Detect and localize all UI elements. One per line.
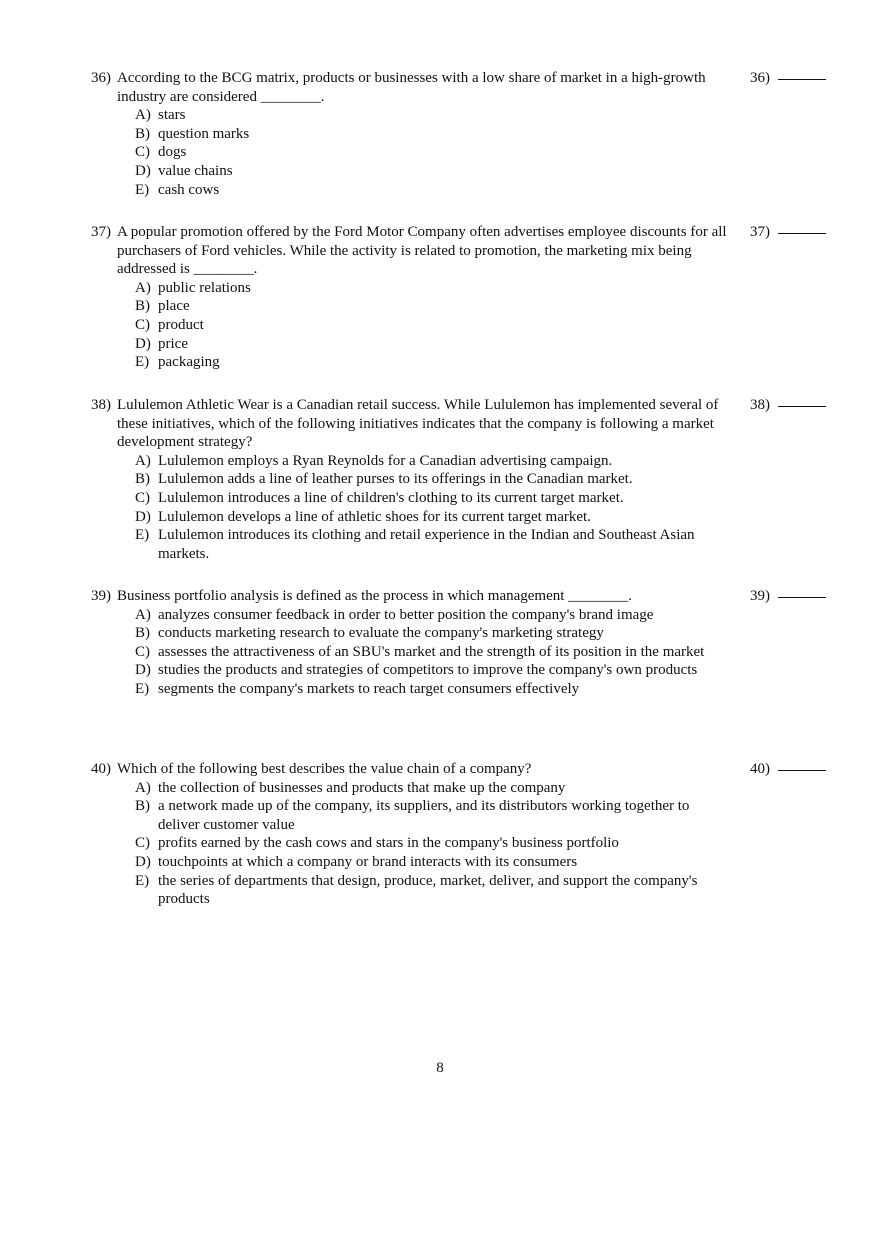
option-text: assesses the attractiveness of an SBU's market and the strength of its position in the market — [158, 643, 705, 660]
option-text: price — [158, 335, 188, 352]
page-number: 8 — [436, 1060, 444, 1076]
option-text: public relations — [158, 279, 251, 296]
option-a[interactable] — [91, 279, 732, 298]
option-text: conducts marketing research to evaluate the company's marketing strategy — [158, 625, 604, 642]
question-text: Which of the following best describes the value chain of a company? — [117, 761, 532, 777]
option-text: stars — [158, 107, 186, 124]
option-c[interactable] — [91, 316, 732, 335]
option-letter: D) — [135, 335, 151, 352]
question-number: 36) — [91, 70, 111, 86]
option-text: Lululemon adds a line of leather purses to its offerings in the Canadian market. — [158, 471, 633, 488]
answer-line — [778, 585, 826, 598]
question-number: 40) — [91, 761, 111, 777]
option-letter: D) — [135, 508, 151, 525]
option-e[interactable] — [91, 526, 732, 563]
option-e[interactable] — [91, 181, 732, 200]
option-letter: C) — [135, 643, 150, 660]
question-39 — [91, 587, 836, 699]
question-text: A popular promotion offered by the Ford Motor Company often advertises employee discounts for all purchasers of Ford vehicles. While the activity is related to promotion, the marketing mix being addressed is ________. — [117, 224, 727, 278]
answer-label: 40) — [750, 761, 770, 777]
option-list — [91, 106, 836, 199]
answer-label: 39) — [750, 588, 770, 604]
option-list — [91, 606, 836, 699]
option-letter: A) — [135, 107, 151, 124]
question-text: Business portfolio analysis is defined as the process in which management ________. — [117, 588, 632, 604]
option-letter: C) — [135, 144, 150, 161]
answer-blank[interactable] — [750, 69, 826, 88]
option-text: segments the company's markets to reach target consumers effectively — [158, 680, 580, 697]
option-d[interactable] — [91, 335, 732, 354]
option-d[interactable] — [91, 162, 732, 181]
answer-line — [778, 221, 826, 234]
option-c[interactable] — [91, 643, 732, 662]
option-text: place — [158, 298, 190, 315]
option-b[interactable] — [91, 470, 732, 489]
option-c[interactable] — [91, 489, 732, 508]
question-37 — [91, 223, 836, 372]
option-list — [91, 452, 836, 564]
option-letter: E) — [135, 527, 150, 544]
option-c[interactable] — [91, 143, 732, 162]
option-a[interactable] — [91, 452, 732, 471]
option-letter: D) — [135, 662, 151, 679]
option-letter: B) — [135, 471, 150, 488]
option-text: Lululemon employs a Ryan Reynolds for a Canadian advertising campaign. — [158, 452, 613, 469]
option-b[interactable] — [91, 125, 732, 144]
question-stem — [91, 587, 836, 606]
option-d[interactable] — [91, 661, 732, 680]
option-list — [91, 779, 836, 909]
option-letter: E) — [135, 872, 150, 889]
option-d[interactable] — [91, 508, 732, 527]
option-b[interactable] — [91, 797, 732, 834]
option-letter: A) — [135, 452, 151, 469]
option-text: touchpoints at which a company or brand interacts with its consumers — [158, 853, 578, 870]
answer-blank[interactable] — [750, 223, 826, 242]
option-text: Lululemon introduces its clothing and retail experience in the Indian and Southeast Asian markets. — [158, 527, 695, 562]
option-letter: D) — [135, 162, 151, 179]
option-letter: E) — [135, 680, 150, 697]
option-letter: A) — [135, 279, 151, 296]
option-c[interactable] — [91, 834, 732, 853]
question-40 — [91, 760, 836, 909]
answer-label: 38) — [750, 397, 770, 413]
option-letter: C) — [135, 316, 150, 333]
option-text: dogs — [158, 144, 187, 161]
option-text: analyzes consumer feedback in order to better position the company's brand image — [158, 606, 654, 623]
option-text: question marks — [158, 125, 250, 142]
question-38 — [91, 396, 836, 563]
option-e[interactable] — [91, 872, 732, 909]
question-number: 37) — [91, 224, 111, 240]
option-text: packaging — [158, 354, 220, 371]
option-letter: C) — [135, 835, 150, 852]
answer-label: 36) — [750, 70, 770, 86]
option-text: Lululemon develops a line of athletic shoes for its current target market. — [158, 508, 591, 525]
option-text: the collection of businesses and products that make up the company — [158, 779, 566, 796]
answer-line — [778, 758, 826, 771]
option-letter: B) — [135, 298, 150, 315]
answer-blank[interactable] — [750, 587, 826, 606]
option-letter: D) — [135, 853, 151, 870]
option-text: the series of departments that design, produce, market, deliver, and support the company's products — [158, 872, 698, 908]
option-e[interactable] — [91, 353, 732, 372]
answer-label: 37) — [750, 224, 770, 240]
answer-line — [778, 394, 826, 407]
option-text: Lululemon introduces a line of children's clothing to its current target market. — [158, 489, 624, 506]
option-a[interactable] — [91, 606, 732, 625]
answer-line — [778, 67, 826, 80]
option-b[interactable] — [91, 624, 732, 643]
option-list — [91, 279, 836, 372]
question-number: 39) — [91, 588, 111, 604]
option-letter: A) — [135, 606, 151, 623]
option-text: studies the products and strategies of competitors to improve the company's own products — [158, 662, 698, 679]
option-text: profits earned by the cash cows and stars in the company's business portfolio — [158, 835, 619, 852]
question-36 — [91, 69, 836, 199]
option-b[interactable] — [91, 297, 732, 316]
option-text: product — [158, 316, 204, 333]
option-letter: C) — [135, 489, 150, 506]
option-a[interactable] — [91, 779, 732, 798]
option-letter: B) — [135, 798, 150, 815]
question-stem — [91, 760, 836, 779]
option-letter: E) — [135, 181, 150, 198]
question-stem — [91, 396, 836, 452]
question-stem — [91, 223, 836, 279]
option-e[interactable] — [91, 680, 732, 699]
answer-blank[interactable] — [750, 396, 826, 415]
option-letter: B) — [135, 625, 150, 642]
option-text: cash cows — [158, 181, 220, 198]
answer-blank[interactable] — [750, 760, 826, 779]
question-text: According to the BCG matrix, products or businesses with a low share of market in a high-growth industry are considered ________. — [117, 70, 706, 105]
question-number: 38) — [91, 397, 111, 413]
question-text: Lululemon Athletic Wear is a Canadian retail success. While Lululemon has implemented several of these initiatives, which of the following initiatives indicates that the company is following a market development strategy? — [117, 397, 719, 451]
option-letter: A) — [135, 779, 151, 796]
option-d[interactable] — [91, 853, 732, 872]
option-letter: E) — [135, 354, 150, 371]
option-text: a network made up of the company, its suppliers, and its distributors working together to deliver customer value — [158, 798, 690, 833]
question-stem — [91, 69, 836, 106]
option-a[interactable] — [91, 106, 732, 125]
option-letter: B) — [135, 125, 150, 142]
option-text: value chains — [158, 162, 233, 179]
